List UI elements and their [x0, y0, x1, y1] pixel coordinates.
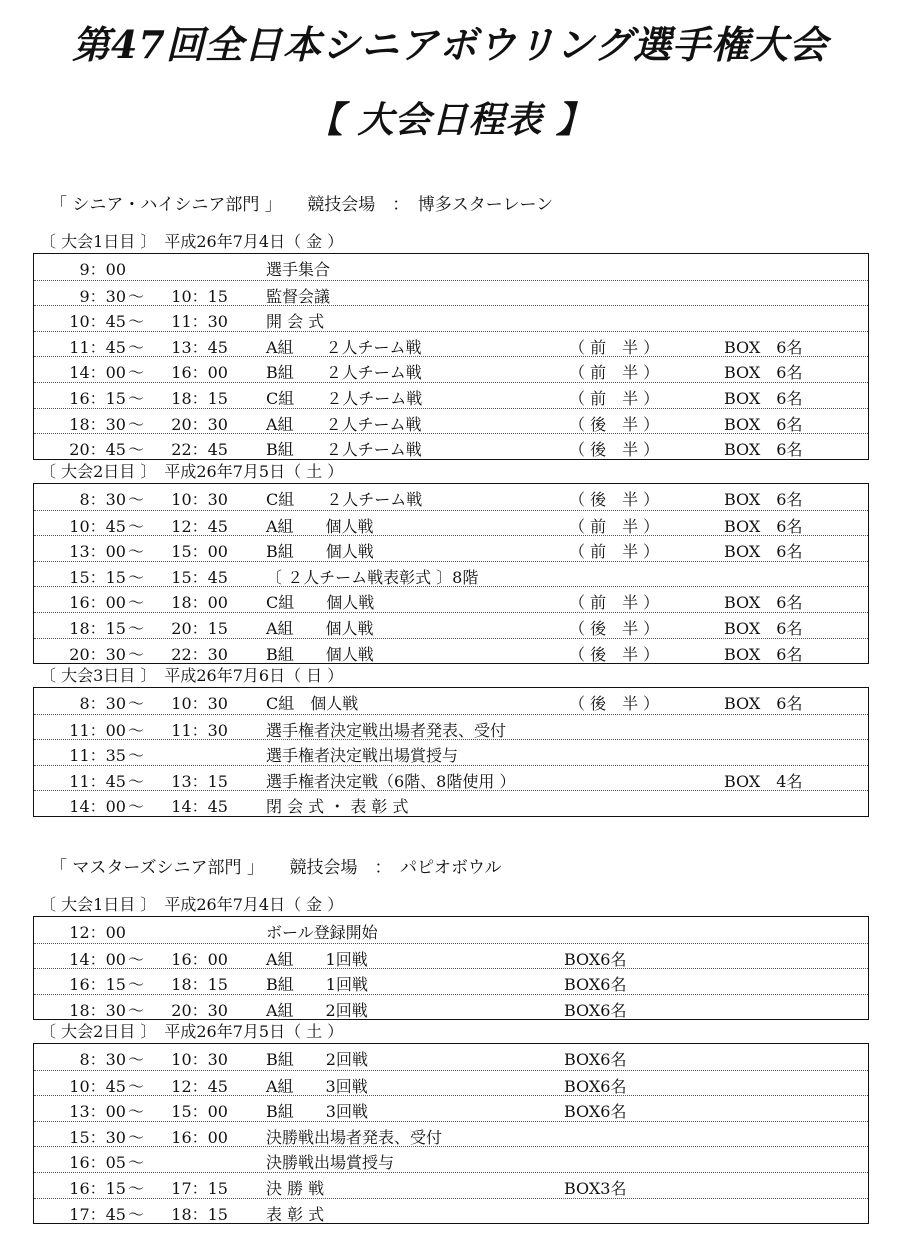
table-row: [34, 1121, 868, 1147]
cell-end: 16：00: [171, 949, 228, 969]
cell-half: （ 前 半 ）: [569, 542, 660, 562]
cell-start: 18：15: [69, 618, 126, 638]
cell-box: BOX6名: [564, 975, 627, 995]
cell-end: 18：15: [171, 975, 228, 995]
cell-start: 14：00: [69, 797, 126, 817]
cell-desc: B組 1回戦: [266, 975, 368, 995]
table-row: [34, 917, 868, 943]
page-subtitle: 【 大会日程表 】: [306, 99, 594, 141]
table-row: [34, 1044, 868, 1070]
cell-start: 8：30: [79, 1050, 126, 1069]
cell-start: 18：30: [69, 1000, 126, 1020]
cell-tilde: ～: [127, 414, 144, 434]
cell-half: （ 後 半 ）: [569, 414, 660, 434]
cell-tilde: ～: [127, 949, 144, 969]
cell-tilde: ～: [127, 1204, 144, 1224]
cell-end: 11：30: [171, 720, 228, 740]
cell-start: 11：00: [69, 720, 126, 740]
table-row: [34, 586, 868, 612]
cell-end: 20：30: [171, 414, 228, 434]
cell-desc: 閉 会 式 ・ 表 彰 式: [266, 797, 409, 817]
cell-start: 11：35: [69, 746, 126, 766]
table-row: [34, 510, 868, 536]
cell-start: 9：30: [79, 286, 126, 306]
cell-end: 12：45: [171, 516, 228, 536]
table-row: [34, 1146, 868, 1172]
cell-tilde: ～: [127, 644, 144, 664]
cell-end: 10：15: [171, 286, 228, 306]
cell-box: BOX6名: [564, 1102, 627, 1122]
cell-end: 13：45: [171, 337, 228, 357]
cell-desc: C組 ２人チーム戦: [266, 490, 423, 509]
cell-tilde: ～: [127, 1102, 144, 1122]
cell-start: 16：15: [69, 975, 126, 995]
cell-desc: B組 個人戦: [266, 542, 374, 562]
cell-start: 10：45: [69, 1076, 126, 1096]
cell-start: 16：00: [69, 593, 126, 613]
day-label: 〔 大会3日目 〕 平成26年7月6日（ 日 ）: [40, 666, 344, 685]
cell-box: BOX 6名: [724, 516, 803, 536]
cell-desc: A組 2回戦: [266, 1000, 368, 1020]
cell-start: 9：00: [79, 260, 126, 279]
cell-start: 14：00: [69, 949, 126, 969]
cell-desc: B組 個人戦: [266, 644, 374, 664]
cell-end: 11：30: [171, 312, 228, 332]
cell-end: 15：45: [171, 567, 228, 587]
cell-box: BOX 6名: [724, 363, 803, 383]
cell-box: BOX 6名: [724, 414, 803, 434]
cell-tilde: ～: [127, 286, 144, 306]
table-row: [34, 968, 868, 994]
cell-tilde: ～: [127, 771, 144, 791]
cell-tilde: ～: [127, 337, 144, 357]
cell-start: 10：45: [69, 312, 126, 332]
cell-desc: 選手権者決定戦出場者発表、受付: [266, 720, 507, 740]
cell-start: 13：00: [69, 1102, 126, 1122]
cell-tilde: ～: [127, 1000, 144, 1020]
cell-desc: A組 3回戦: [266, 1076, 368, 1096]
cell-end: 10：30: [171, 490, 228, 509]
cell-start: 20：45: [69, 440, 126, 460]
cell-tilde: ～: [127, 363, 144, 383]
cell-start: 14：00: [69, 363, 126, 383]
cell-box: BOX 6名: [724, 388, 803, 408]
cell-tilde: ～: [127, 567, 144, 587]
table-row: [34, 638, 868, 664]
cell-end: 20：15: [171, 618, 228, 638]
cell-desc: 選手権者決定戦（6階、8階使用 ）: [266, 771, 516, 791]
cell-box: BOX 4名: [724, 771, 803, 791]
cell-tilde: ～: [127, 1076, 144, 1096]
cell-box: BOX6名: [564, 949, 627, 969]
cell-desc: 表 彰 式: [266, 1204, 325, 1224]
cell-end: 12：45: [171, 1076, 228, 1096]
cell-desc: A組 ２人チーム戦: [266, 337, 422, 357]
table-row: [34, 739, 868, 765]
cell-desc: 決 勝 戦: [266, 1178, 325, 1198]
table-row: [34, 382, 868, 408]
cell-end: 22：30: [171, 644, 228, 664]
cell-tilde: ～: [127, 1153, 144, 1173]
cell-desc: A組 1回戦: [266, 949, 368, 969]
cell-desc: 選手集合: [266, 260, 331, 279]
table-row: [34, 1172, 868, 1198]
cell-end: 10：30: [171, 694, 228, 713]
cell-start: 11：45: [69, 337, 126, 357]
cell-desc: C組 個人戦: [266, 593, 375, 613]
cell-box: BOX 6名: [724, 694, 803, 713]
cell-half: （ 後 半 ）: [569, 694, 660, 713]
cell-half: （ 後 半 ）: [569, 618, 660, 638]
schedule-table: [33, 483, 869, 664]
day-label: 〔 大会2日目 〕 平成26年7月5日（ 土 ）: [40, 1022, 344, 1041]
cell-box: BOX 6名: [724, 618, 803, 638]
section-heading: 「 シニア・ハイシニア部門 」 競技会場 ： 博多スターレーン: [50, 195, 554, 215]
cell-box: BOX6名: [564, 1050, 627, 1069]
schedule-table: [33, 687, 869, 817]
cell-desc: C組 個人戦: [266, 694, 359, 713]
cell-tilde: ～: [127, 312, 144, 332]
table-row: [34, 612, 868, 638]
table-row: [34, 790, 868, 816]
cell-tilde: ～: [127, 618, 144, 638]
cell-desc: A組 個人戦: [266, 516, 374, 536]
cell-desc: ボール登録開始: [266, 923, 378, 942]
cell-tilde: ～: [127, 388, 144, 408]
cell-box: BOX6名: [564, 1000, 627, 1020]
table-row: [34, 1070, 868, 1096]
cell-desc: A組 個人戦: [266, 618, 374, 638]
cell-half: （ 後 半 ）: [569, 490, 660, 509]
cell-box: BOX 6名: [724, 337, 803, 357]
cell-half: （ 前 半 ）: [569, 516, 660, 536]
cell-half: （ 前 半 ）: [569, 337, 660, 357]
cell-tilde: ～: [127, 797, 144, 817]
cell-box: BOX 6名: [724, 593, 803, 613]
cell-tilde: ～: [127, 593, 144, 613]
cell-desc: 選手権者決定戦出場賞授与: [266, 746, 459, 766]
table-row: [34, 280, 868, 306]
table-row: [34, 535, 868, 561]
table-row: [34, 714, 868, 740]
day-label: 〔 大会1日目 〕 平成26年7月4日（ 金 ）: [40, 895, 344, 914]
table-row: [34, 356, 868, 382]
table-row: [34, 484, 868, 510]
cell-half: （ 後 半 ）: [569, 440, 660, 460]
cell-start: 15：30: [69, 1127, 126, 1147]
table-row: [34, 1095, 868, 1121]
table-row: [34, 305, 868, 331]
cell-start: 16：15: [69, 388, 126, 408]
cell-tilde: ～: [127, 1127, 144, 1147]
cell-start: 16：15: [69, 1178, 126, 1198]
cell-end: 17：15: [171, 1178, 228, 1198]
table-row: [34, 765, 868, 791]
cell-start: 20：30: [69, 644, 126, 664]
cell-start: 8：30: [79, 490, 126, 509]
cell-box: BOX3名: [564, 1178, 627, 1198]
cell-desc: 決勝戦出場者発表、受付: [266, 1127, 443, 1147]
cell-tilde: ～: [127, 440, 144, 460]
cell-start: 13：00: [69, 542, 126, 562]
cell-desc: B組 3回戦: [266, 1102, 368, 1122]
cell-desc: 監督会議: [266, 286, 331, 306]
table-row: [34, 408, 868, 434]
cell-end: 18：15: [171, 388, 228, 408]
cell-half: （ 前 半 ）: [569, 363, 660, 383]
day-label: 〔 大会2日目 〕 平成26年7月5日（ 土 ）: [40, 462, 344, 481]
cell-tilde: ～: [127, 1050, 144, 1069]
cell-desc: 決勝戦出場賞授与: [266, 1153, 395, 1173]
cell-start: 12：00: [69, 923, 126, 942]
cell-tilde: ～: [127, 516, 144, 536]
cell-start: 18：30: [69, 414, 126, 434]
cell-end: 18：00: [171, 593, 228, 613]
cell-end: 16：00: [171, 363, 228, 383]
cell-start: 10：45: [69, 516, 126, 536]
cell-end: 15：00: [171, 542, 228, 562]
cell-tilde: ～: [127, 720, 144, 740]
cell-end: 22：45: [171, 440, 228, 460]
cell-desc: B組 2回戦: [266, 1050, 368, 1069]
cell-desc: B組 ２人チーム戦: [266, 363, 422, 383]
cell-half: （ 後 半 ）: [569, 644, 660, 664]
table-row: [34, 433, 868, 459]
table-row: [34, 561, 868, 587]
cell-half: （ 前 半 ）: [569, 593, 660, 613]
cell-box: BOX 6名: [724, 490, 803, 509]
cell-start: 15：15: [69, 567, 126, 587]
cell-tilde: ～: [127, 1178, 144, 1198]
cell-tilde: ～: [127, 746, 144, 766]
cell-tilde: ～: [127, 975, 144, 995]
cell-start: 8：30: [79, 694, 126, 713]
cell-desc: A組 ２人チーム戦: [266, 414, 422, 434]
table-row: [34, 994, 868, 1020]
cell-tilde: ～: [127, 490, 144, 509]
cell-box: BOX 6名: [724, 542, 803, 562]
cell-start: 16：05: [69, 1153, 126, 1173]
schedule-table: [33, 916, 869, 1020]
cell-end: 18：15: [171, 1204, 228, 1224]
table-row: [34, 943, 868, 969]
schedule-table: [33, 253, 869, 460]
cell-end: 16：00: [171, 1127, 228, 1147]
page-title: 第47回全日本シニアボウリング選手権大会: [71, 22, 829, 67]
cell-end: 10：30: [171, 1050, 228, 1069]
cell-tilde: ～: [127, 694, 144, 713]
cell-end: 20：30: [171, 1000, 228, 1020]
table-row: [34, 688, 868, 714]
cell-end: 13：15: [171, 771, 228, 791]
cell-desc: C組 ２人チーム戦: [266, 388, 423, 408]
cell-start: 11：45: [69, 771, 126, 791]
cell-end: 14：45: [171, 797, 228, 817]
table-row: [34, 254, 868, 280]
table-row: [34, 331, 868, 357]
cell-desc: 開 会 式: [266, 312, 325, 332]
cell-desc: B組 ２人チーム戦: [266, 440, 422, 460]
cell-half: （ 前 半 ）: [569, 388, 660, 408]
cell-box: BOX6名: [564, 1076, 627, 1096]
day-label: 〔 大会1日目 〕 平成26年7月4日（ 金 ）: [40, 232, 344, 251]
schedule-table: [33, 1043, 869, 1224]
cell-box: BOX 6名: [724, 644, 803, 664]
cell-tilde: ～: [127, 542, 144, 562]
table-row: [34, 1198, 868, 1224]
cell-end: 15：00: [171, 1102, 228, 1122]
cell-box: BOX 6名: [724, 440, 803, 460]
cell-start: 17：45: [69, 1204, 126, 1224]
section-heading: 「 マスターズシニア部門 」 競技会場 ： パピオボウル: [50, 858, 502, 878]
cell-desc: 〔 ２人チーム戦表彰式 〕8階: [266, 567, 479, 587]
